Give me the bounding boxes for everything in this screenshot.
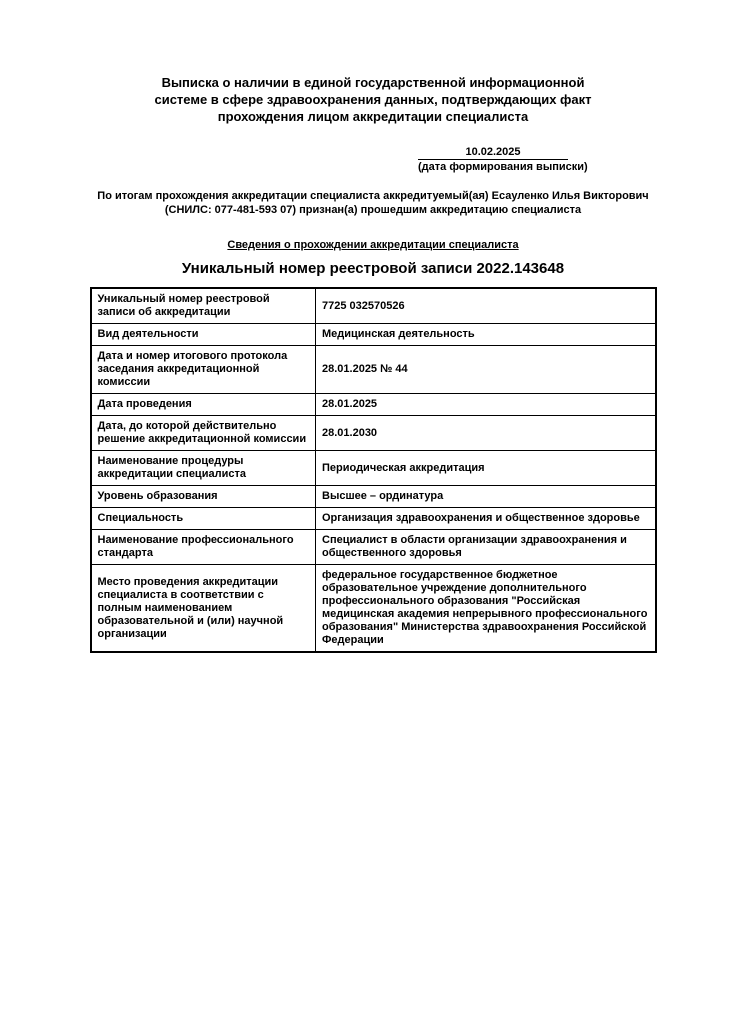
row-label: Наименование процедуры аккредитации специалиста (91, 451, 316, 486)
table-row (91, 416, 656, 451)
row-label: Вид деятельности (91, 324, 316, 346)
row-value: Специалист в области организации здравоохранения и общественного здоровья (316, 530, 656, 565)
row-label: Специальность (91, 508, 316, 530)
row-value: 28.01.2025 (316, 394, 656, 416)
extract-date-caption: (дата формирования выписки) (418, 161, 588, 173)
row-value: Организация здравоохранения и общественное здоровье (316, 508, 656, 530)
document-title-line-3: прохождения лицом аккредитации специалиста (217, 109, 529, 124)
row-label: Дата проведения (91, 394, 316, 416)
intro-paragraph: По итогам прохождения аккредитации специалиста аккредитуемый(ая) Есауленко Илья Викторович (СНИЛС: 077-481-593 07) признан(а) прошедшим аккредитацию специалиста (97, 190, 649, 216)
table-row (91, 530, 656, 565)
row-value: 7725 032570526 (316, 288, 656, 324)
row-label: Место проведения аккредитации специалиста в соответствии с полным наименованием образовательной и (или) научной организации (91, 565, 316, 653)
row-label: Дата и номер итогового протокола заседания аккредитационной комиссии (91, 346, 316, 394)
table-row (91, 565, 656, 653)
table-row (91, 346, 656, 394)
accreditation-table (90, 287, 657, 653)
row-value: Медицинская деятельность (316, 324, 656, 346)
row-label: Наименование профессионального стандарта (91, 530, 316, 565)
document-title-line-1: Выписка о наличии в единой государственной информационной (161, 75, 585, 90)
row-label: Дата, до которой действительно решение аккредитационной комиссии (91, 416, 316, 451)
table-row (91, 451, 656, 486)
table-row (91, 394, 656, 416)
row-value: Периодическая аккредитация (316, 451, 656, 486)
extract-date-block (418, 146, 588, 173)
registry-number-heading: Уникальный номер реестровой записи 2022.143648 (181, 260, 565, 277)
row-value: 28.01.2025 № 44 (316, 346, 656, 394)
table-row (91, 324, 656, 346)
table-row (91, 486, 656, 508)
section-heading: Сведения о прохождении аккредитации специалиста (227, 239, 519, 251)
row-label: Уровень образования (91, 486, 316, 508)
table-row (91, 288, 656, 324)
table-row (91, 508, 656, 530)
document-title (93, 74, 653, 125)
row-value: Высшее – ординатура (316, 486, 656, 508)
row-value: федеральное государственное бюджетное образовательное учреждение дополнительного профессионального образования "Российская медицинская академия непрерывного профессионального образования" Министерства здравоохранения Российской Федерации (316, 565, 656, 653)
row-value: 28.01.2030 (316, 416, 656, 451)
document-title-line-2: системе в сфере здравоохранения данных, подтверждающих факт (154, 92, 592, 107)
row-label: Уникальный номер реестровой записи об аккредитации (91, 288, 316, 324)
extract-date-value: 10.02.2025 (418, 146, 568, 160)
